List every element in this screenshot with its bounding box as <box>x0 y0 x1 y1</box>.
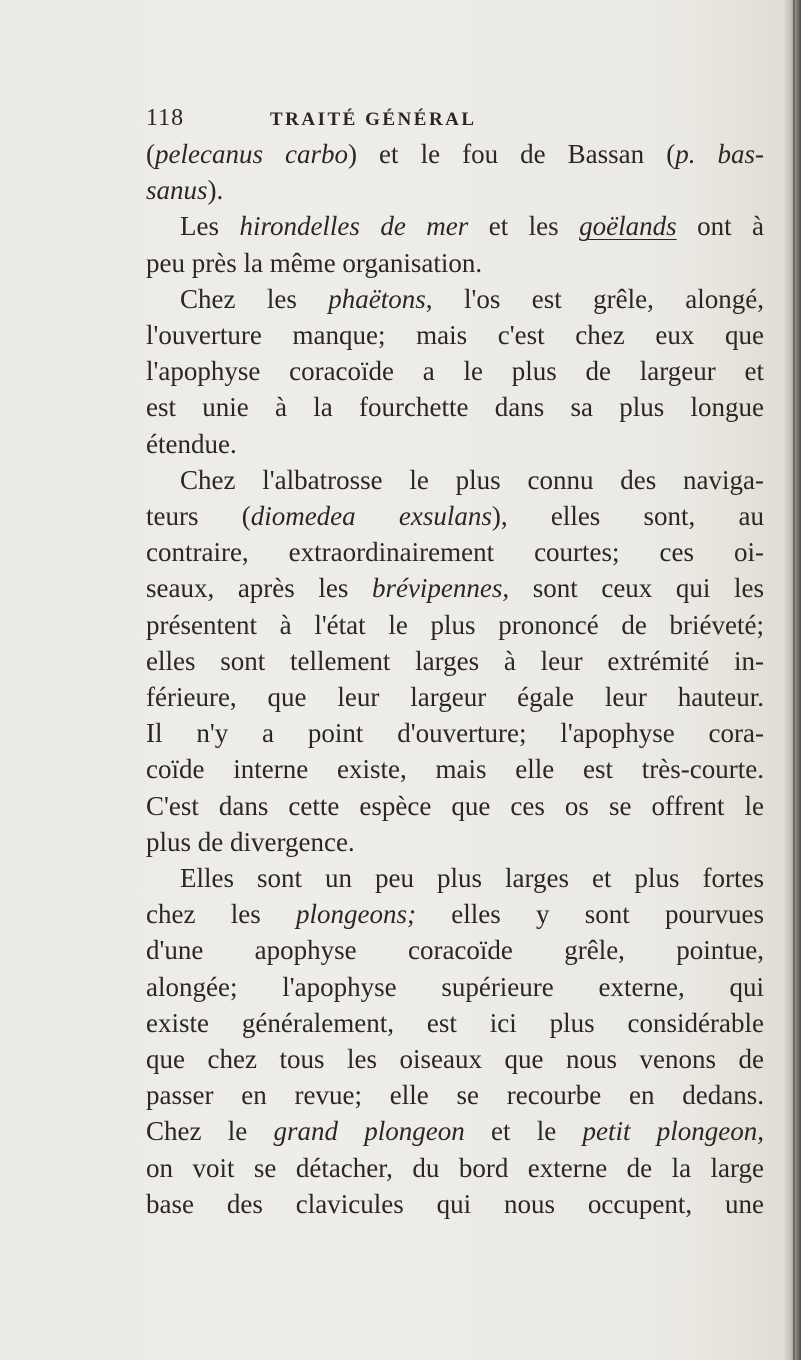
running-title: TRAITÉ GÉNÉRAL <box>270 109 477 130</box>
text-line <box>146 860 764 896</box>
text-line <box>146 534 764 570</box>
text-line <box>146 208 764 244</box>
italic-term: pelecanus carbo <box>155 139 348 169</box>
text-segment: Chez les <box>180 283 329 314</box>
text-segment: on voit se détacher, du bord externe de la large <box>146 1152 764 1183</box>
text-line <box>146 715 764 751</box>
text-line <box>146 1041 764 1077</box>
italic-term: plongeons; <box>295 899 416 930</box>
text-segment: teurs ( <box>146 501 251 532</box>
italic-term: diomedea exsulans <box>250 501 492 532</box>
text-segment: elles y sont pourvues <box>415 899 764 930</box>
text-segment: Les <box>180 211 240 242</box>
text-lines <box>146 136 764 1222</box>
page-edge-line <box>793 0 795 1360</box>
text-segment: étendue. <box>146 428 237 459</box>
italic-term: sanus <box>146 175 208 206</box>
text-segment: sont ceux qui les <box>509 573 764 604</box>
italic-term: grand plongeon <box>273 1116 465 1147</box>
text-segment: d'une apophyse coracoïde grêle, pointue, <box>146 935 764 966</box>
text-segment: est unie à la fourchette dans sa plus longue <box>146 392 764 423</box>
text-segment: présentent à l'état le plus prononcé de briéveté; <box>146 609 764 640</box>
italic-term: hirondelles de mer <box>239 211 469 242</box>
italic-term: goëlands <box>579 211 677 242</box>
text-segment: contraire, extraordinairement courtes; ces oi- <box>146 537 764 568</box>
text-segment: Il n'y a point d'ouverture; l'apophyse cora- <box>146 718 764 749</box>
text-segment: existe généralement, est ici plus considérable <box>146 1007 764 1038</box>
page-edge-shadow <box>783 0 801 1360</box>
text-line <box>146 643 764 679</box>
text-segment: férieure, que leur largeur égale leur hauteur. <box>146 682 764 713</box>
text-segment: chez les <box>146 899 296 930</box>
text-segment: peu près la même organisation. <box>146 247 483 278</box>
text-line <box>146 136 764 172</box>
text-line <box>146 932 764 968</box>
text-segment: l'apophyse coracoïde a le plus de largeur et <box>146 356 764 387</box>
text-segment: Chez l'albatrosse le plus connu des naviga- <box>180 464 764 495</box>
page-body <box>146 98 764 1222</box>
text-line <box>146 679 764 715</box>
text-segment: elles sont tellement larges à leur extrémité in- <box>146 645 764 676</box>
text-segment: ( <box>146 139 155 169</box>
text-line <box>146 570 764 606</box>
text-segment: ont à <box>676 211 765 242</box>
text-segment: ) et le fou de Bassan ( <box>348 139 676 169</box>
text-segment: que chez tous les oiseaux que nous venons de <box>146 1044 764 1075</box>
running-header <box>146 98 764 136</box>
text-line <box>146 281 764 317</box>
text-segment: Elles sont un peu plus larges et plus fortes <box>180 863 764 894</box>
text-segment: plus de divergence. <box>146 826 355 857</box>
text-line <box>146 462 764 498</box>
text-line <box>146 389 764 425</box>
text-segment: base des clavicules qui nous occupent, une <box>146 1188 764 1219</box>
text-segment: seaux, après les <box>146 573 372 604</box>
text-segment: , l'os est grêle, alongé, <box>425 283 764 314</box>
text-segment: et les <box>468 211 580 242</box>
italic-term: petit plongeon, <box>582 1116 764 1147</box>
text-line <box>146 1186 764 1222</box>
text-line <box>146 1005 764 1041</box>
text-line <box>146 751 764 787</box>
text-line <box>146 824 764 860</box>
italic-term: brévipennes, <box>371 573 510 604</box>
text-line <box>146 969 764 1005</box>
text-line <box>146 788 764 824</box>
text-line <box>146 353 764 389</box>
text-line <box>146 896 764 932</box>
page-number: 118 <box>146 105 185 131</box>
text-line <box>146 498 764 534</box>
italic-term: phaëtons <box>328 283 426 314</box>
text-line <box>146 426 764 462</box>
text-line <box>146 245 764 281</box>
text-segment: ), elles sont, au <box>491 501 764 532</box>
text-segment: passer en revue; elle se recourbe en dedans. <box>146 1080 764 1111</box>
text-line <box>146 172 764 208</box>
text-segment: C'est dans cette espèce que ces os se offrent le <box>146 790 764 821</box>
italic-term: p. bas- <box>675 139 764 169</box>
text-segment: alongée; l'apophyse supérieure externe, qui <box>146 971 764 1002</box>
text-line <box>146 1077 764 1113</box>
text-segment: ). <box>207 175 224 206</box>
text-line <box>146 1150 764 1186</box>
text-segment: et le <box>464 1116 583 1147</box>
text-line <box>146 317 764 353</box>
text-segment: Chez le <box>146 1116 274 1147</box>
text-segment: l'ouverture manque; mais c'est chez eux que <box>146 320 764 351</box>
text-line <box>146 607 764 643</box>
text-line <box>146 1113 764 1149</box>
text-segment: coïde interne existe, mais elle est très-courte. <box>146 754 764 785</box>
